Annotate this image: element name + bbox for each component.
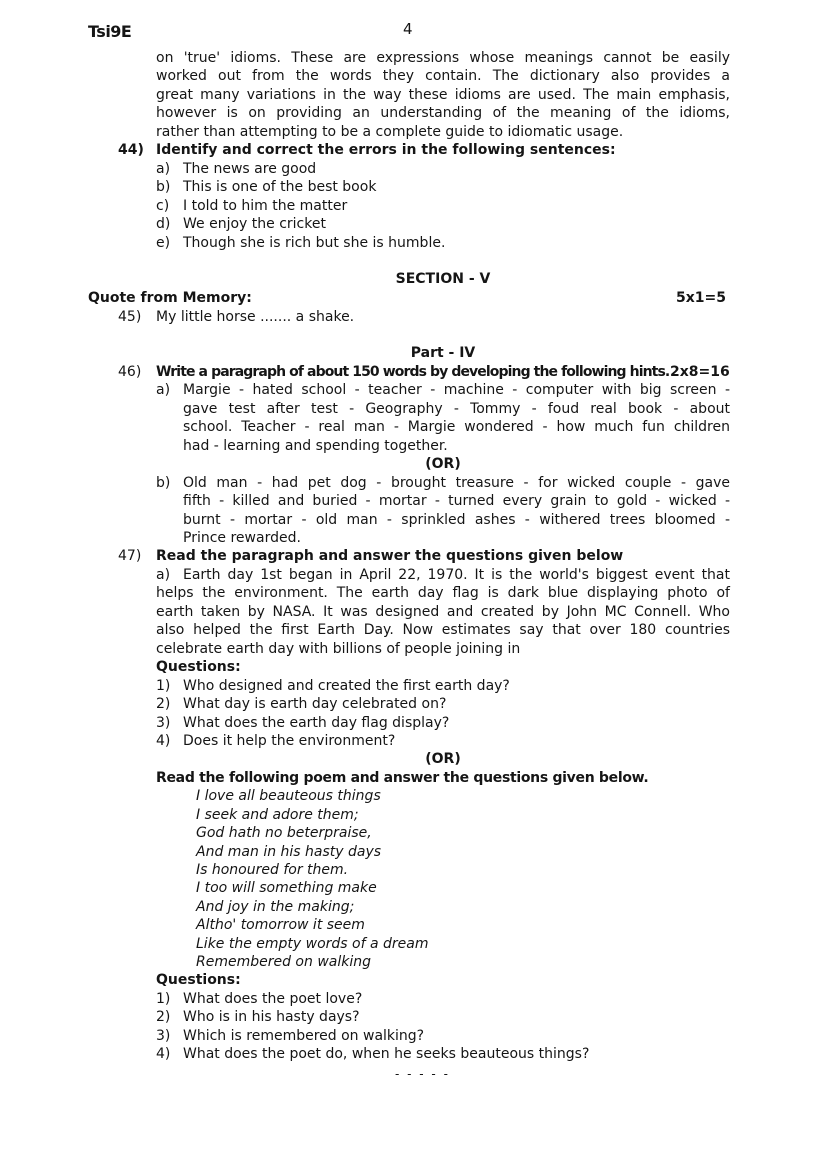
item-label: b) <box>156 475 171 491</box>
item-label: b) <box>156 179 171 195</box>
hint-line: Margie - hated school - teacher - machine - computer with big screen - <box>183 382 730 398</box>
or-separator: (OR) <box>425 456 461 472</box>
section-marks: 5x1=5 <box>676 290 726 306</box>
item-label: 2) <box>156 1009 171 1025</box>
item-text: Does it help the environment? <box>183 733 396 749</box>
paper-code: Tsi9E <box>88 22 132 41</box>
poem-line: Remembered on walking <box>196 954 371 970</box>
questions-heading: Questions: <box>156 972 241 988</box>
passage-line: helps the environment. The earth day flag is dark blue displaying photo of <box>156 585 730 601</box>
section-heading: Quote from Memory: <box>88 290 252 306</box>
item-label: 3) <box>156 715 171 731</box>
hint-line: had - learning and spending together. <box>183 438 448 454</box>
item-label: 2) <box>156 696 171 712</box>
item-text: What does the earth day flag display? <box>183 715 450 731</box>
question-number: 45) <box>118 309 142 325</box>
question-title: Read the paragraph and answer the questions given below <box>156 548 624 564</box>
item-text: Who designed and created the first earth day? <box>183 678 510 694</box>
question-number: 44) <box>118 142 144 158</box>
item-label: a) <box>156 567 171 583</box>
page-number: 4 <box>403 20 413 38</box>
item-label: 4) <box>156 1046 171 1062</box>
question-title: Write a paragraph of about 150 words by developing the following hints. <box>156 364 670 380</box>
question-number: 46) <box>118 364 142 380</box>
item-text: What does the poet love? <box>183 991 363 1007</box>
item-label: a) <box>156 161 171 177</box>
intro-line: worked out from the words they contain. The dictionary also provides a <box>156 68 730 84</box>
item-text: Who is in his hasty days? <box>183 1009 360 1025</box>
poem-line: And man in his hasty days <box>196 844 382 860</box>
poem-line: I too will something make <box>196 880 377 896</box>
poem-line: Altho' tomorrow it seem <box>196 917 365 933</box>
passage-line: Earth day 1st began in April 22, 1970. It is the world's biggest event that <box>183 567 730 583</box>
hint-line: gave test after test - Geography - Tommy - foud real book - about <box>183 401 730 417</box>
item-label: a) <box>156 382 171 398</box>
item-text: We enjoy the cricket <box>183 216 326 232</box>
passage-line: also helped the first Earth Day. Now estimates say that over 180 countries <box>156 622 730 638</box>
question-marks: 2x8=16 <box>670 364 730 380</box>
item-text: This is one of the best book <box>183 179 377 195</box>
item-text: What day is earth day celebrated on? <box>183 696 447 712</box>
question-text: My little horse ....... a shake. <box>156 309 355 325</box>
item-text: The news are good <box>183 161 317 177</box>
item-label: e) <box>156 235 171 251</box>
item-label: 4) <box>156 733 171 749</box>
hint-line: school. Teacher - real man - Margie wondered - how much fun children <box>183 419 730 435</box>
part-title: Part - IV <box>410 345 476 361</box>
or-separator: (OR) <box>425 751 461 767</box>
item-label: c) <box>156 198 170 214</box>
poem-line: I love all beauteous things <box>196 788 381 804</box>
section-title: SECTION - V <box>395 271 491 287</box>
passage-line: earth taken by NASA. It was designed and created by John MC Connell. Who <box>156 604 730 620</box>
poem-line: I seek and adore them; <box>196 807 359 823</box>
hint-line: Old man - had pet dog - brought treasure - for wicked couple - gave <box>183 475 730 491</box>
passage-line: celebrate earth day with billions of people joining in <box>156 641 521 657</box>
questions-heading: Questions: <box>156 659 241 675</box>
intro-line: great many variations in the way these idioms are used. The main emphasis, <box>156 87 730 103</box>
intro-line: on 'true' idioms. These are expressions whose meanings cannot be easily <box>156 50 730 66</box>
hint-line: burnt - mortar - old man - sprinkled ashes - withered trees bloomed - <box>183 512 730 528</box>
question-title: Identify and correct the errors in the following sentences: <box>156 142 616 158</box>
poem-line: Like the empty words of a dream <box>196 936 429 952</box>
hint-line: fifth - killed and buried - mortar - turned every grain to gold - wicked - <box>183 493 730 509</box>
hint-line: Prince rewarded. <box>183 530 301 546</box>
poem-instruction: Read the following poem and answer the questions given below. <box>156 770 649 786</box>
poem-line: Is honoured for them. <box>196 862 349 878</box>
question-number: 47) <box>118 548 142 564</box>
item-label: 1) <box>156 678 171 694</box>
end-mark: - - - - - <box>395 1067 450 1081</box>
item-text: Though she is rich but she is humble. <box>183 235 446 251</box>
poem-line: And joy in the making; <box>196 899 355 915</box>
item-text: I told to him the matter <box>183 198 348 214</box>
poem-line: God hath no beterpraise, <box>196 825 372 841</box>
item-text: What does the poet do, when he seeks beauteous things? <box>183 1046 590 1062</box>
item-label: 3) <box>156 1028 171 1044</box>
intro-line: however is on providing an understanding of the meaning of the idioms, <box>156 105 730 121</box>
item-text: Which is remembered on walking? <box>183 1028 425 1044</box>
item-label: 1) <box>156 991 171 1007</box>
item-label: d) <box>156 216 171 232</box>
intro-line: rather than attempting to be a complete guide to idiomatic usage. <box>156 124 624 140</box>
